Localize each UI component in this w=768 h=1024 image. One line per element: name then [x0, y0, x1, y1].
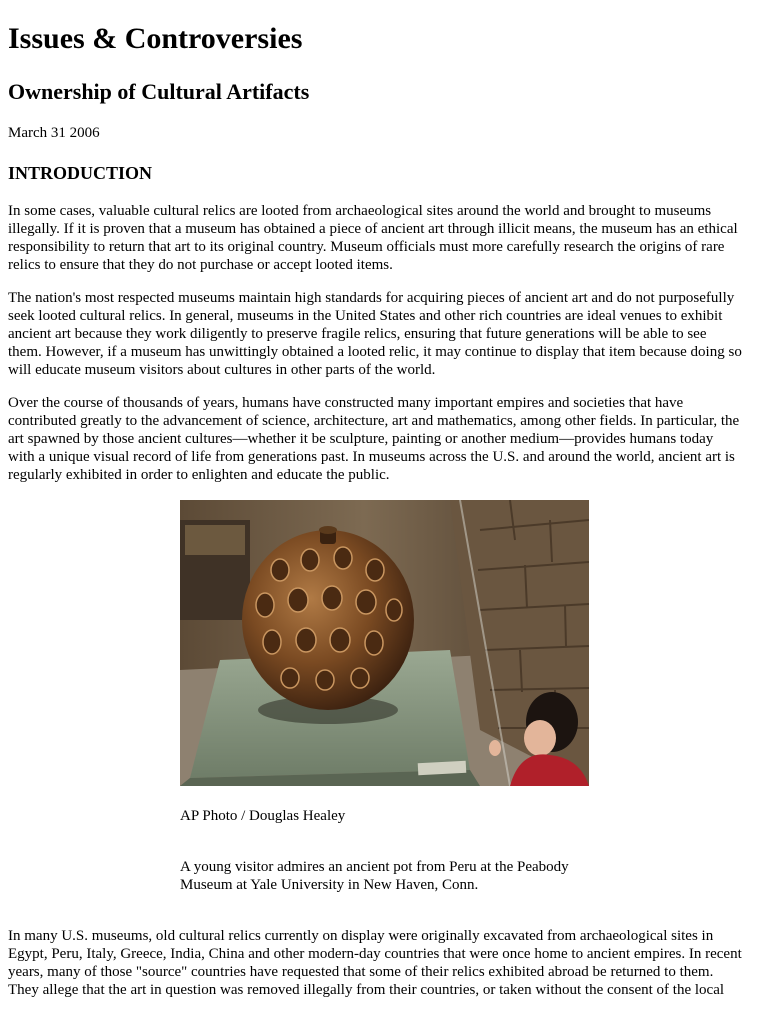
- paragraph-2: [8, 289, 760, 379]
- paragraph-line: responsibility to return that art to its original country. Museum officials must more carefully research the origins of rare: [8, 239, 725, 255]
- caption-line: Museum at Yale University in New Haven, Conn.: [180, 877, 479, 893]
- paragraph-3: [8, 394, 760, 484]
- paragraph-line: relics to ensure that they do not purchase or accept looted items.: [8, 257, 393, 273]
- paragraph-line: ancient art because they work diligently to preserve fragile relics, ensuring that future generations will be able to see: [8, 326, 707, 342]
- paragraph-line: contributed greatly to the advancement of science, architecture, art and mathematics, among other fields. In particular, the: [8, 413, 740, 429]
- photo-credit: AP Photo / Douglas Healey: [180, 808, 346, 824]
- paragraph-line: In many U.S. museums, old cultural relics currently on display were originally excavated from archaeological sites in: [8, 928, 714, 944]
- paragraph-line: In some cases, valuable cultural relics are looted from archaeological sites around the world and brought to museums: [8, 203, 712, 219]
- article-date: March 31 2006: [8, 125, 100, 141]
- paragraph-line: years, many of those "source" countries have requested that some of their relics exhibited abroad be returned to them.: [8, 964, 714, 980]
- photo-figure: [180, 500, 589, 893]
- paragraph-line: will educate museum visitors about cultures in other parts of the world.: [8, 362, 436, 378]
- museum-photo: [180, 500, 589, 786]
- paragraph-line: The nation's most respected museums maintain high standards for acquiring pieces of ancient art and do not purposefully: [8, 290, 735, 306]
- paragraph-line: seek looted cultural relics. In general, museums in the United States and other rich countries are ideal venues to exhibit: [8, 308, 723, 324]
- caption-line: A young visitor admires an ancient pot from Peru at the Peabody: [180, 859, 569, 875]
- paragraph-line: Over the course of thousands of years, humans have constructed many important empires and societies that have: [8, 395, 684, 411]
- photo-caption: [180, 858, 600, 894]
- paragraph-line: art spawned by those ancient cultures—whether it be sculpture, painting or another medium—provides humans today: [8, 431, 714, 447]
- section-heading: INTRODUCTION: [8, 163, 153, 183]
- page-title: Issues & Controversies: [8, 22, 303, 55]
- paragraph-line: They allege that the art in question was removed illegally from their countries, or taken without the consent of the local: [8, 982, 725, 998]
- paragraph-line: them. However, if a museum has unwittingly obtained a looted relic, it may continue to display that item because doing so: [8, 344, 742, 360]
- paragraph-line: regularly exhibited in order to enlighten and educate the public.: [8, 467, 390, 483]
- paragraph-line: Egypt, Peru, Italy, Greece, India, China and other modern-day countries that were once home to ancient empires. In recent: [8, 946, 742, 962]
- article-subtitle: Ownership of Cultural Artifacts: [8, 79, 310, 104]
- paragraph-1: [8, 202, 760, 274]
- paragraph-4: [8, 927, 760, 999]
- paragraph-line: illegally. If it is proven that a museum has obtained a piece of ancient art through illicit means, the museum has an ethical: [8, 221, 738, 237]
- paragraph-line: with a unique visual record of life from generations past. In museums across the U.S. and around the world, ancient art is: [8, 449, 735, 465]
